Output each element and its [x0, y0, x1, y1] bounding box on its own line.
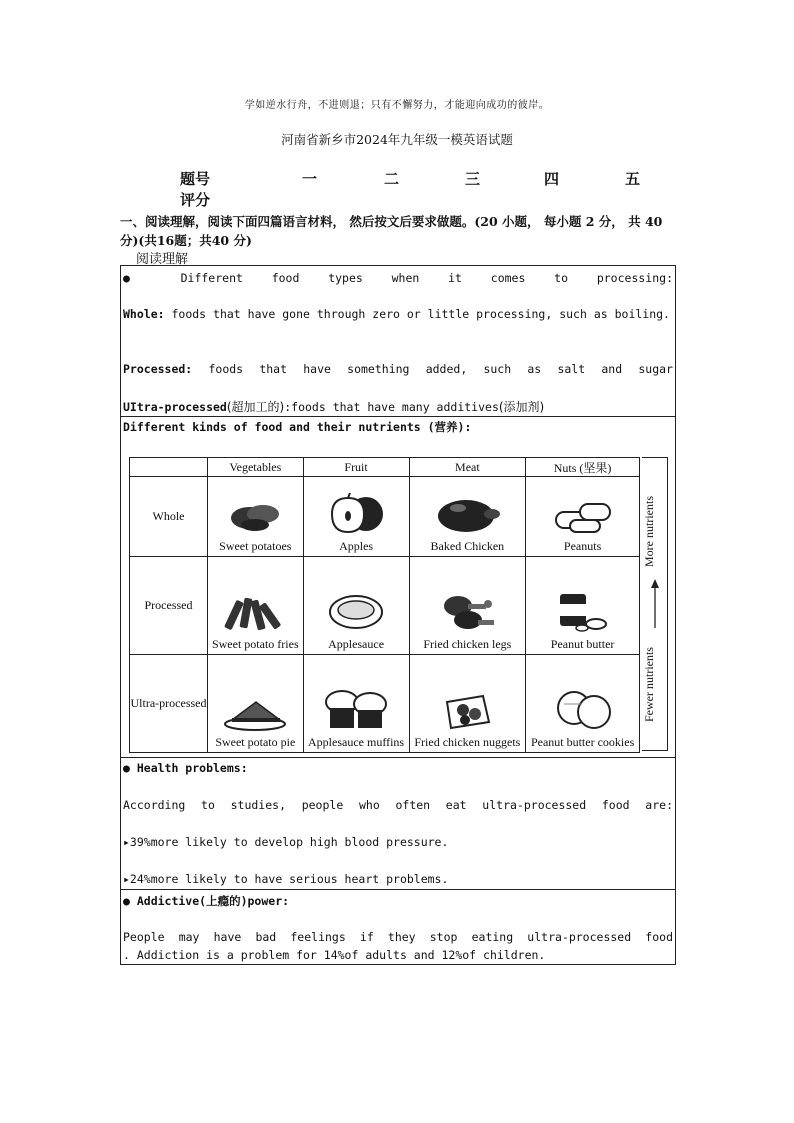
- row-label-ultra-processed: Ultra-processed: [130, 655, 208, 753]
- divider: [121, 416, 675, 417]
- ultra-additives-cn: (添加剂): [498, 400, 545, 414]
- score-col-2: 二: [384, 170, 400, 188]
- addictive-line-2: . Addiction is a problem for 14%of adults and 12%of children.: [123, 948, 546, 962]
- fries-icon: [224, 594, 286, 634]
- food-label: Peanut butter: [550, 637, 615, 651]
- score-col-4: 四: [544, 170, 560, 188]
- processed-term: Processed:: [123, 362, 193, 376]
- health-heading: ● Health problems:: [123, 761, 248, 775]
- row-label-whole: Whole: [130, 477, 208, 557]
- food-label: Fried chicken legs: [423, 637, 512, 651]
- food-label: Fried chicken nuggets: [414, 735, 521, 749]
- cell-peanut-butter: [526, 557, 640, 655]
- ultra-cn: (超加工的): [226, 400, 285, 414]
- food-label: Sweet potato pie: [215, 735, 296, 749]
- page-title: 河南省新乡市2024年九年级一模英语试题: [281, 132, 513, 147]
- food-label: Applesauce muffins: [308, 735, 405, 749]
- whole-definition: [123, 305, 673, 323]
- addictive-line-1: People may have bad feelings if they stop eating ultra-processed food: [123, 930, 673, 944]
- food-label: Baked Chicken: [430, 539, 505, 553]
- kinds-heading: Different kinds of food and their nutrients (营养):: [123, 420, 472, 434]
- food-label: Peanut butter cookies: [530, 735, 635, 749]
- cell-apples: [303, 477, 409, 557]
- cell-peanuts: [526, 477, 640, 557]
- score-row2-label: 评分: [180, 191, 211, 209]
- score-col-3: 三: [465, 170, 481, 188]
- baked-chicken-icon: [432, 494, 502, 536]
- cell-peanut-butter-cookies: [526, 655, 640, 753]
- cell-sweet-potato-fries: [208, 557, 304, 655]
- food-label: Apples: [339, 539, 374, 553]
- cell-fried-chicken-legs: [409, 557, 526, 655]
- fewer-nutrients-label: Fewer nutrients: [642, 647, 656, 723]
- food-label: Sweet potatoes: [219, 539, 292, 553]
- cell-sweet-potato-pie: [208, 655, 304, 753]
- section-heading: 一、阅读理解，阅读下面四篇语言材料， 然后按文后要求做题。(20 小题， 每小题 2 分， 共 40 分)(共16题；共40 分): [120, 214, 663, 248]
- cell-applesauce: [303, 557, 409, 655]
- peanut-butter-icon: [552, 590, 614, 634]
- cell-baked-chicken: [409, 477, 526, 557]
- food-label: Sweet potato fries: [211, 637, 299, 651]
- food-table: [129, 457, 640, 753]
- food-label: Peanuts: [563, 539, 602, 553]
- pie-icon: [222, 692, 288, 732]
- score-col-5: 五: [625, 170, 641, 188]
- health-intro: According to studies, people who often eat ultra-processed food are:: [123, 798, 673, 812]
- whole-term: Whole:: [123, 307, 165, 321]
- nutrient-arrow-column: [642, 457, 668, 751]
- divider: [121, 889, 675, 890]
- health-point-2: ▸24%more likely to have serious heart problems.: [123, 872, 449, 886]
- whole-text: foods that have gone through zero or little processing, such as boiling.: [171, 307, 670, 321]
- col-header-nuts: Nuts (坚果): [526, 458, 640, 477]
- food-label: Applesauce: [328, 637, 385, 651]
- peanuts-icon: [550, 496, 616, 536]
- divider: [121, 757, 675, 758]
- row-label-processed: Processed: [130, 557, 208, 655]
- nuggets-icon: [437, 688, 497, 732]
- ultra-term: UItra-processed: [123, 400, 227, 414]
- score-row-label: 题号: [180, 170, 211, 188]
- applesauce-icon: [326, 592, 386, 634]
- apples-icon: [324, 492, 388, 536]
- section-label: 阅读理解: [136, 252, 189, 267]
- col-header-fruit: Fruit: [303, 458, 409, 477]
- addictive-heading: ● Addictive(上瘾的)power:: [123, 894, 290, 908]
- chicken-legs-icon: [434, 590, 500, 634]
- sweet-potatoes-icon: [227, 498, 283, 536]
- cell-fried-chicken-nuggets: [409, 655, 526, 753]
- cell-sweet-potatoes: [208, 477, 304, 557]
- health-point-1: ▸39%more likely to develop high blood pressure.: [123, 835, 449, 849]
- ultra-text: :foods that have many additives: [284, 400, 499, 414]
- more-nutrients-label: More nutrients: [642, 496, 656, 568]
- types-heading: ● Different food types when it comes to processing:: [123, 271, 673, 285]
- ultra-definition: [123, 398, 673, 415]
- col-header-vegetables: Vegetables: [208, 458, 304, 477]
- header-motto: 学如逆水行舟，不进则退；只有不懈努力，才能迎向成功的彼岸。: [244, 100, 550, 111]
- score-col-1: 一: [302, 170, 318, 188]
- reading-passage-box: [120, 265, 676, 965]
- processed-text: foods that have something added, such as salt and sugar: [208, 362, 673, 376]
- corner-cell: [130, 458, 208, 477]
- cell-applesauce-muffins: [303, 655, 409, 753]
- muffins-icon: [320, 688, 392, 732]
- food-nutrient-chart: [129, 457, 668, 751]
- col-header-meat: Meat: [409, 458, 526, 477]
- cookies-icon: [552, 688, 614, 732]
- processed-definition: [123, 362, 673, 376]
